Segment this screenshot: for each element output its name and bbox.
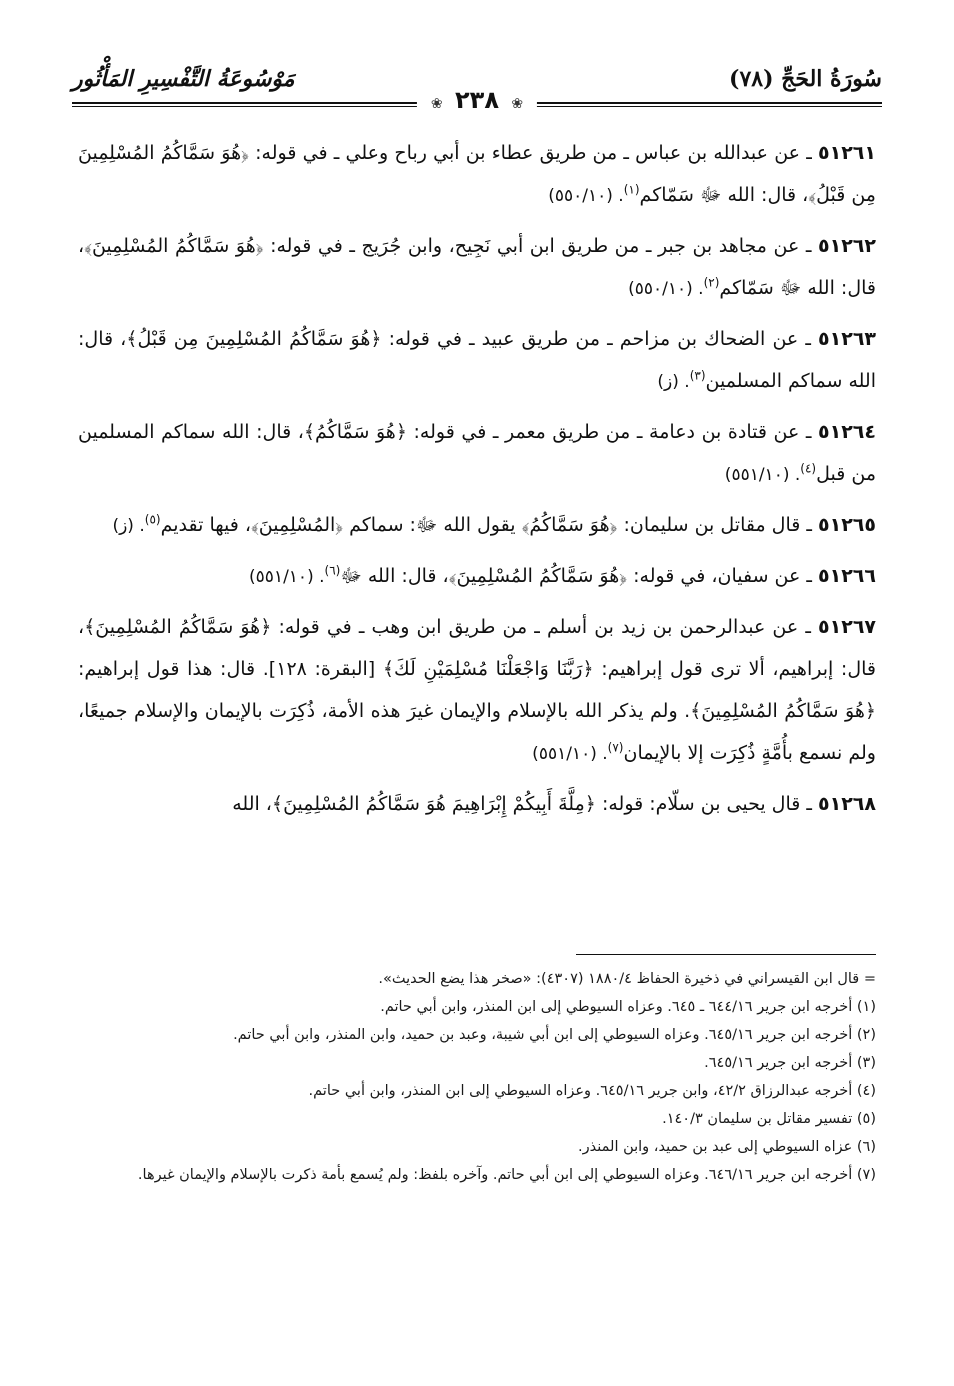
footnote-item: (٤) أخرجه عبدالرزاق ٤٢/٢، وابن جرير ٦٤٥/١٦. وعزاه السيوطي إلى ابن المنذر، وابن أبي حاتم. bbox=[308, 1083, 876, 1099]
entry-source: . (٥٥١/١٠) bbox=[249, 567, 325, 587]
entry-text: ـ عن مجاهد بن جبر ـ من طريق ابن أبي نَجِيح، وابن جُرَيج ـ في قوله: ﴿هُوَ سَمَّاكُمُ المُسْلِمِينَ﴾، قال: الله ﷻ سَمّاكم bbox=[78, 235, 876, 299]
entry-number: ٥١٢٦٨ bbox=[818, 793, 876, 815]
entry-source: . (٥٥٠/١٠) bbox=[548, 186, 624, 206]
entry bbox=[78, 318, 876, 403]
footnote-item: (٧) أخرجه ابن جرير ٦٤٦/١٦. وعزاه السيوطي إلى ابن أبي حاتم. وآخره بلفظ: ولم يُسمع بأمة ذكرت بالإسلام والإيمان غيرها. bbox=[137, 1167, 876, 1183]
entry bbox=[78, 783, 876, 825]
page-number bbox=[417, 86, 537, 114]
book-title: مَوْسُوعَةُ التَّفْسِيرِ المَأْثُور bbox=[72, 66, 295, 92]
ornament-icon: ❀ bbox=[430, 96, 443, 112]
footnote-ref[interactable]: (٦) bbox=[324, 563, 341, 578]
main-text bbox=[78, 132, 876, 833]
entry-number: ٥١٢٦١ bbox=[818, 142, 876, 164]
entry bbox=[78, 411, 876, 496]
footnote-item: (٢) أخرجه ابن جرير ٦٤٥/١٦. وعزاه السيوطي إلى ابن أبي شيبة، وعبد بن حميد، وابن المنذر، وابن أبي حاتم. bbox=[233, 1027, 876, 1043]
entry-source: . (ز) bbox=[657, 372, 690, 392]
footnote-divider bbox=[576, 954, 876, 955]
ornament-icon: ❀ bbox=[511, 96, 524, 112]
page-header bbox=[72, 58, 882, 120]
entry bbox=[78, 555, 876, 598]
entry-number: ٥١٢٦٣ bbox=[818, 328, 877, 350]
footnote-ref[interactable]: (٥) bbox=[144, 512, 161, 527]
footnote-ref[interactable]: (١) bbox=[623, 182, 640, 197]
page-number-value: ٢٣٨ bbox=[455, 86, 499, 114]
footnote-ref[interactable]: (٢) bbox=[703, 275, 720, 290]
entry-number: ٥١٢٦٦ bbox=[818, 565, 876, 587]
footnotes bbox=[78, 966, 876, 1190]
entry bbox=[78, 504, 876, 547]
surah-title: سُورَةُ الحَجِّ (٧٨) bbox=[729, 66, 882, 92]
footnote-item: (٦) عزاه السيوطي إلى عبد بن حميد، وابن المنذر. bbox=[578, 1139, 876, 1155]
footnote-ref[interactable]: (٣) bbox=[689, 368, 706, 383]
footnote-ref[interactable]: (٧) bbox=[607, 740, 624, 755]
entry bbox=[78, 606, 876, 775]
entry-text: ـ قال يحيى بن سلّام: قوله: ﴿مِلَّةَ أَبِيكُمْ إِبْرَاهِيمَ هُوَ سَمَّاكُمُ المُسْلِمِينَ﴾، الله bbox=[232, 793, 812, 815]
footnote-ref[interactable]: (٤) bbox=[800, 461, 817, 476]
entry-text: ـ عن قتادة بن دعامة ـ من طريق معمر ـ في قوله: ﴿هُوَ سَمَّاكُمُ﴾، قال: الله سماكم المسلمين من قبل bbox=[78, 421, 876, 485]
footnote-item: (٥) تفسير مقاتل بن سليمان ١٤٠/٣. bbox=[662, 1111, 876, 1127]
entry-number: ٥١٢٦٥ bbox=[818, 514, 876, 536]
entry-text: ـ عن سفيان، في قوله: ﴿هُوَ سَمَّاكُمُ المُسْلِمِينَ﴾، قال: الله ﷻ bbox=[340, 565, 812, 587]
footnote-item: (١) أخرجه ابن جرير ٦٤٤/١٦ ـ ٦٤٥. وعزاه السيوطي إلى ابن المنذر، وابن أبي حاتم. bbox=[380, 999, 876, 1015]
entry bbox=[78, 132, 876, 217]
entry bbox=[78, 225, 876, 310]
entry-source: . (٥٥٠/١٠) bbox=[628, 279, 704, 299]
entry-number: ٥١٢٦٧ bbox=[818, 616, 877, 638]
entry-source: . (٥٥١/١٠) bbox=[724, 465, 801, 485]
footnote-item: = قال ابن القيسراني في ذخيرة الحفاظ ١٨٨٠/٤ (٤٣٠٧): «صخر هذا يضع الحديث». bbox=[378, 971, 876, 987]
entry-text: ـ قال مقاتل بن سليمان: ﴿هُوَ سَمَّاكُمُ﴾ يقول الله ﷻ: سماكم ﴿المُسْلِمِينَ﴾، فيها تقديم bbox=[160, 514, 812, 536]
entry-number: ٥١٢٦٢ bbox=[818, 235, 876, 257]
entry-text: ـ عن عبدالله بن عباس ـ من طريق عطاء بن أبي رباح وعلي ـ في قوله: ﴿هُوَ سَمَّاكُمُ المُسْلِمِينَ مِن قَبْلُ﴾، قال: الله ﷻ سَمّاكم bbox=[78, 142, 876, 206]
entry-source: . (ز) bbox=[112, 516, 145, 536]
entry-source: . (٥٥١/١٠) bbox=[532, 744, 608, 764]
footnote-item: (٣) أخرجه ابن جرير ٦٤٥/١٦. bbox=[704, 1055, 876, 1071]
entry-text: ـ عن الضحاك بن مزاحم ـ من طريق عبيد ـ في قوله: ﴿هُوَ سَمَّاكُمُ المُسْلِمِينَ مِن قَبْلُ﴾، قال: الله سماكم المسلمين bbox=[78, 328, 876, 392]
entry-text: ـ عن عبدالرحمن بن زيد بن أسلم ـ من طريق ابن وهب ـ في قوله: ﴿هُوَ سَمَّاكُمُ المُسْلِمِينَ﴾، قال: إبراهيم، ألا ترى قول إبراهيم: ﴿رَبَّنَا وَاجْعَلْنَا مُسْلِمَيْنِ لَكَ﴾ [البقرة: ١٢٨]. قال: هذا قول إبراهيم: ﴿هُوَ سَمَّاكُمُ المُسْلِمِينَ﴾. ولم يذكر الله بالإسلام والإيمان غيرَ هذه الأمة، ذُكِرَت بالإيمان والإسلام جميعًا، ولم نسمع بأُمَّةٍ ذُكِرَت إلا بالإيمان bbox=[78, 616, 876, 764]
entry-number: ٥١٢٦٤ bbox=[818, 421, 876, 443]
